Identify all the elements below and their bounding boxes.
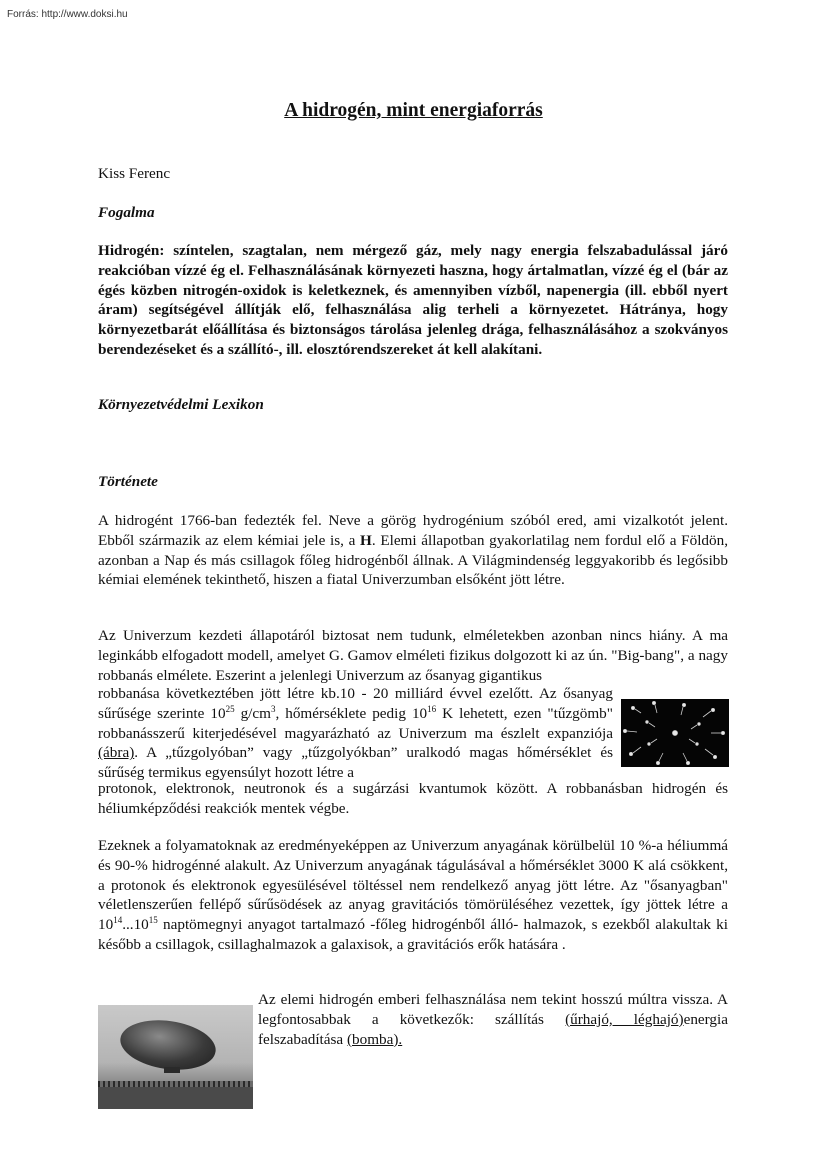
text-span: K lehetett, ezen "tűzgömb" robbanásszerű kiterjedésével magyarázható az Univerzum ma észlelt expanziója	[98, 704, 613, 742]
superscript: 3	[270, 703, 276, 714]
expansion-figure-svg	[621, 699, 729, 767]
text-span: naptömegnyi anyagot tartalmazó -főleg hidrogénből álló- halmazok, s ezekből alakultak ki később a csillagok, csillaghalmazok a galaxisok, a gravitációs erők hatására .	[98, 916, 728, 953]
text-span: ...10	[122, 916, 149, 934]
text-span: energia felszabadítása	[258, 1010, 728, 1048]
definition-paragraph: Hidrogén: színtelen, szagtalan, nem mérgező gáz, mely nagy energia felszabadulással járó reakcióban vízzé ég el. Felhasználásának környezeti haszna, hogy ártalmatlan, vízzé ég el (bár az égés közben nitrogén-oxidok is keletkeznek, és amennyiben vízből, napenergia (ill. ebből nyert áram) segítségével állítják elő, felhasználása alig terheli a környezetet. Hátránya, hogy környezetbarát előállítása és biztonságos tárolása jelenleg drága, felhasználásához a szokványos berendezéseket és a szállító-, ill. elosztórendszereket át kell alakítani.	[98, 242, 728, 358]
airship-gondola	[164, 1067, 180, 1073]
history-paragraph-2-bottom: protonok, elektronok, neutronok és a sugárzási kvantumok között. A robbanásban hidrogén és héliumképződési reakciók mentek végbe.	[98, 780, 728, 817]
spacecraft-airship-link[interactable]: (űrhajó, léghajó)	[565, 1010, 684, 1028]
text-span: A hidrogént 1766-ban fedezték fel. Neve a görög hydrogénium szóból ered, ami vizalkotót jelent. Ebből származik az elem kémiai jele is, a	[98, 512, 728, 549]
text-span: . Elemi állapotban gyakorlatilag nem fordul elő a Földön, azonban a Nap és más csillagok főleg hidrogénből állnak. A Világmindenség leggyakoribb és legősibb kémiai elemének tekinthető, hiszen a fiatal Univerzumban elsőként jött létre.	[98, 531, 728, 589]
history-paragraph-4	[258, 990, 728, 1049]
ground	[98, 1087, 253, 1109]
section-heading-tortenete: Története	[98, 473, 158, 490]
text-span: Az elemi hidrogén emberi felhasználása nem tekint hosszú múltra vissza. A legfontosabbak a következők: szállítás	[258, 991, 728, 1028]
superscript: 15	[148, 915, 158, 926]
history-paragraph-1	[98, 511, 728, 590]
expansion-figure	[621, 699, 729, 767]
superscript: 16	[427, 703, 437, 714]
expanding-particles	[623, 701, 724, 764]
history-paragraph-2-wrapped	[98, 684, 613, 783]
bomb-link[interactable]: (bomba).	[346, 1030, 403, 1048]
text-span: robbanása következtében jött létre kb.10 - 20 milliárd évvel ezelőtt. Az ősanyag sűrűsége szerinte 10	[98, 685, 613, 722]
text-span: , hőmérséklete pedig 10	[275, 704, 428, 722]
text-span: Ezeknek a folyamatoknak az eredményeképpen az Univerzum anyagának körülbelül 10 %-a héliummá és 90-% hidrogénné alakult. Az Univerzum anyagának tágulásával a hőmérséklet 3000 K alá csökkent, a protonok és elektronok egyesülésével töltéssel nem rendelkező anyag jött létre. Az "ősanyagban" véletlenszerűen fellépő sűrűsödések az anyag gravitációs tömörüléséhez vezettek, így jöttek létre a 10	[98, 837, 728, 934]
section-heading-fogalma: Fogalma	[98, 204, 155, 221]
history-paragraph-3	[98, 836, 728, 955]
citation: Környezetvédelmi Lexikon	[98, 396, 264, 413]
source-url: Forrás: http://www.doksi.hu	[7, 9, 128, 20]
text-span: g/cm	[234, 704, 271, 722]
page-title: A hidrogén, mint energiaforrás	[284, 100, 543, 121]
history-paragraph-2-top: Az Univerzum kezdeti állapotáról biztosat nem tudunk, elméletekben azonban nincs hiány. A ma leginkább elfogadott modell, amelyet G. Gamov elméleti fizikus dolgozott ki az ún. "Big-bang", a nagy robbanás elmélete. Eszerint a jelenlegi Univerzum az ősanyag gigantikus	[98, 627, 728, 684]
airship-photo	[98, 1005, 253, 1109]
author: Kiss Ferenc	[98, 165, 171, 182]
element-symbol: H	[360, 531, 372, 549]
figure-link[interactable]: (ábra)	[98, 744, 135, 762]
superscript: 14	[113, 915, 123, 926]
superscript: 25	[225, 703, 235, 714]
text-span: . A „tűzgolyóban” vagy „tűzgolyókban” uralkodó magas hőmérséklet és sűrűség termikus egyensúlyt hozott létre a	[98, 744, 613, 782]
